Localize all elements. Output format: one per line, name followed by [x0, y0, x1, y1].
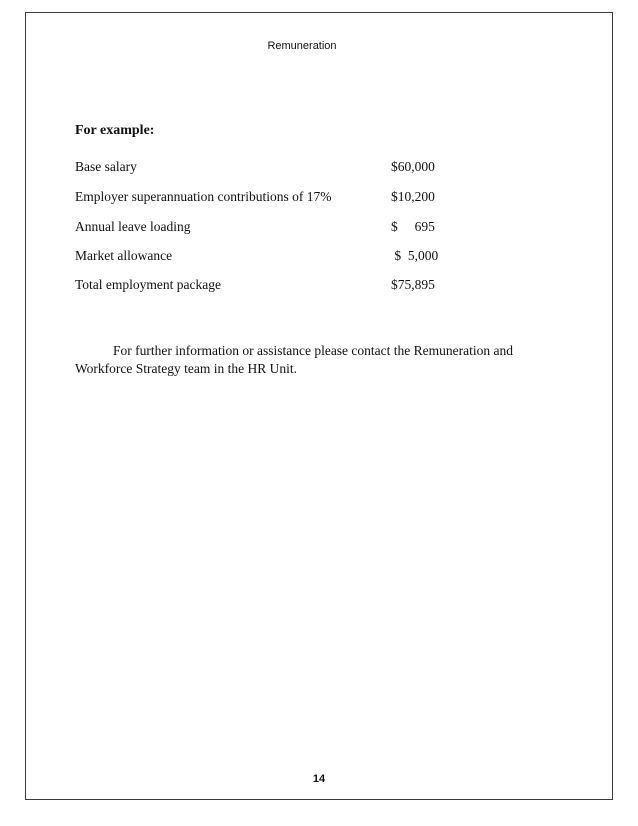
- contact-paragraph: For further information or assistance please contact the Remuneration and Workforce Strategy team in the HR Unit.: [75, 343, 513, 376]
- row-label-base-salary: Base salary: [75, 159, 137, 174]
- example-heading: For example:: [75, 123, 155, 138]
- row-label-superannuation: Employer superannuation contributions of 17%: [75, 189, 332, 204]
- row-value-superannuation: $10,200: [391, 189, 435, 204]
- row-label-total-package: Total employment package: [75, 277, 222, 292]
- page-header-title: Remuneration: [267, 40, 337, 52]
- row-value-total-package: $75,895: [391, 277, 435, 292]
- row-label-leave-loading: Annual leave loading: [75, 219, 191, 234]
- row-value-leave-loading: $ 695: [391, 219, 435, 234]
- page-number: 14: [312, 773, 326, 785]
- row-value-market-allowance: $ 5,000: [391, 248, 439, 263]
- row-value-base-salary: $60,000: [391, 159, 435, 174]
- row-label-market-allowance: Market allowance: [75, 248, 173, 263]
